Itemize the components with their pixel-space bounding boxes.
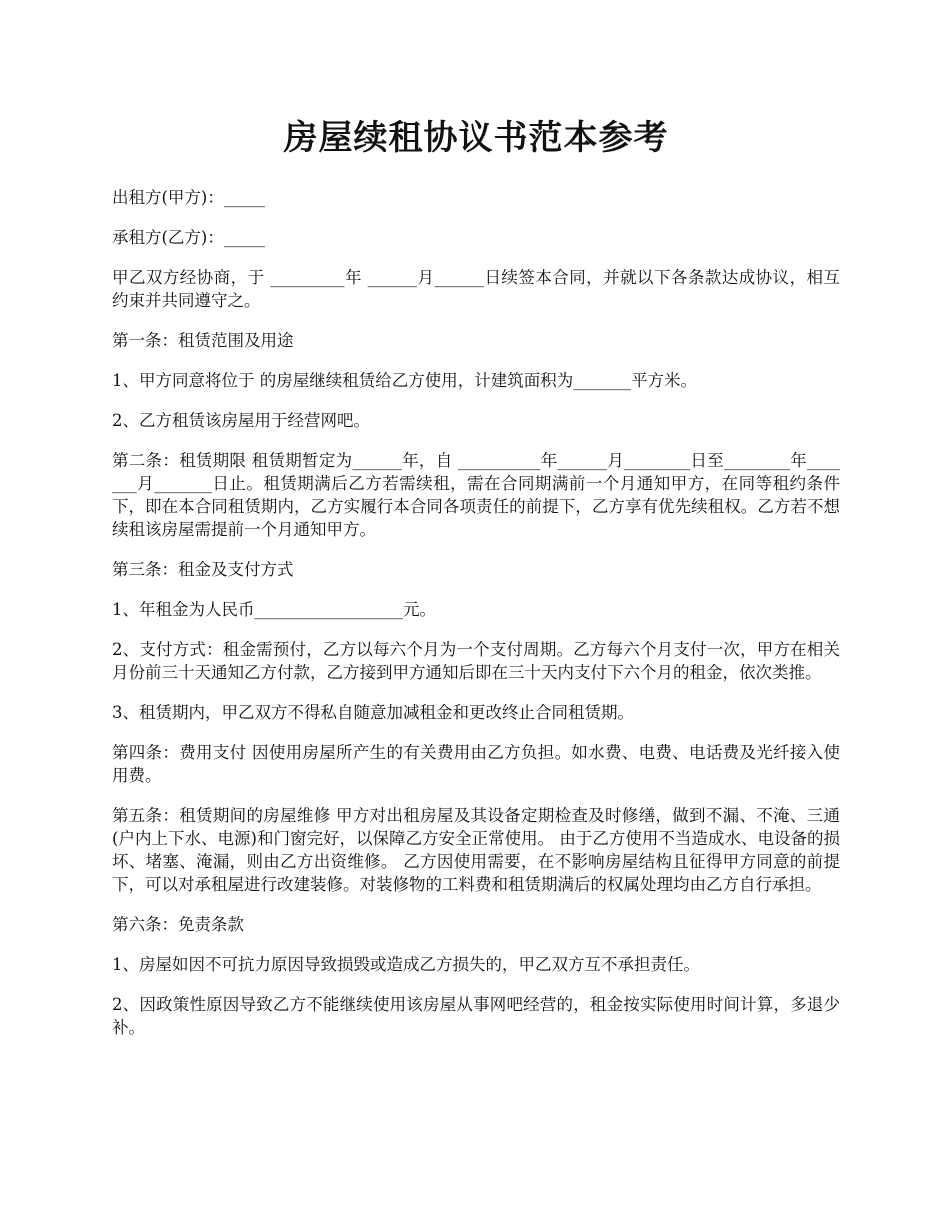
article-1-clause-1: 1、甲方同意将位于 的房屋继续租赁给乙方使用，计建筑面积为_______平方米。 xyxy=(112,371,697,390)
preamble-paragraph: 甲乙双方经协商，于 _________年 ______月______日续签本合同，并就以下各条款达成协议，相互约束并共同遵守之。 xyxy=(112,268,840,310)
article-3-clause-3: 3、租赁期内，甲乙双方不得私自随意加减租金和更改终止合同租赁期。 xyxy=(112,703,634,722)
lessor-line: 出租方(甲方)：_____ xyxy=(112,188,266,207)
article-1-heading: 第一条：租赁范围及用途 xyxy=(112,331,294,350)
article-6-heading: 第六条：免责条款 xyxy=(112,915,244,934)
article-1-clause-2: 2、乙方租赁该房屋用于经营网吧。 xyxy=(112,411,370,430)
document-title: 房屋续租协议书范本参考 xyxy=(283,118,669,158)
article-4-paragraph: 第四条：费用支付 因使用房屋所产生的有关费用由乙方负担。如水费、电费、电话费及光纤接入使用费。 xyxy=(112,743,840,785)
article-6-clause-2: 2、因政策性原因导致乙方不能继续使用该房屋从事网吧经营的，租金按实际使用时间计算，多退少补。 xyxy=(112,995,840,1037)
article-6-clause-1: 1、房屋如因不可抗力原因导致损毁或造成乙方损失的，甲乙双方互不承担责任。 xyxy=(112,955,700,974)
article-3-clause-2: 2、支付方式：租金需预付，乙方以每六个月为一个支付周期。乙方每六个月支付一次，甲方在相关月份前三十天通知乙方付款，乙方接到甲方通知后即在三十天内支付下六个月的租金，依次类推。 xyxy=(112,640,840,682)
article-5-paragraph: 第五条：租赁期间的房屋维修 甲方对出租房屋及其设备定期检查及时修缮，做到不漏、不淹、三通(户内上下水、电源)和门窗完好，以保障乙方安全正常使用。 由于乙方使用不当造成水、电设备的损坏、堵塞、淹漏，则由乙方出资维修。 乙方因使用需要，在不影响房屋结构且征得甲方同意的前提下，可以对承租屋进行改建装修。对装修物的工料费和租赁期满后的权属处理均由乙方自行承担。 xyxy=(112,806,840,894)
article-2-paragraph: 第二条：租赁期限 租赁期暂定为______年，自 __________年______月________日至________年_______月_______日止。租赁期满后乙方若需续租，需在合同期满前一个月通知甲方，在同等租约条件下，即在本合同租赁期内，乙方实履行本合同各项责任的前提下，乙方享有优先续租权。乙方若不想续租该房屋需提前一个月通知甲方。 xyxy=(112,451,840,539)
article-3-clause-1: 1、年租金为人民币__________________元。 xyxy=(112,600,436,619)
lessee-line: 承租方(乙方)：_____ xyxy=(112,228,266,247)
article-3-heading: 第三条：租金及支付方式 xyxy=(112,560,294,579)
